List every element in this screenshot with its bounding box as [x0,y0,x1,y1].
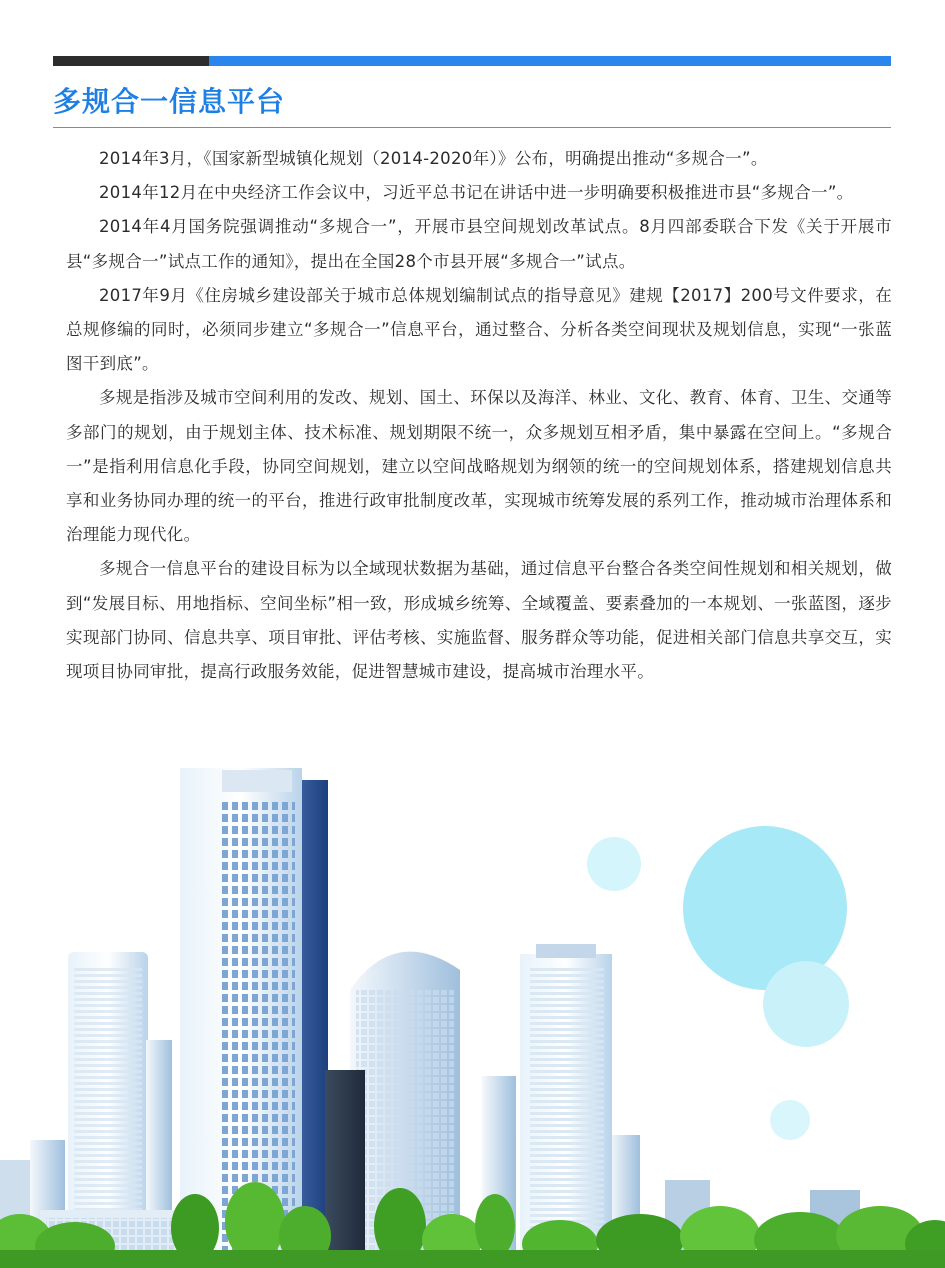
header-bar-dark-segment [53,56,209,66]
bubble-medium [763,961,849,1047]
paragraph: 2017年9月《住房城乡建设部关于城市总体规划编制试点的指导意见》建规【2017】200号文件要求，在总规修编的同时，必须同步建立“多规合一”信息平台，通过整合、分析各类空间现状及规划信息，实现“一张蓝图干到底”。 [66,285,892,374]
bubble-small-left [587,837,641,891]
bubble-tiny [770,1100,810,1140]
city-skyline-image [0,740,945,1268]
header-decor-bar [53,56,891,66]
building-dark [325,1070,365,1268]
paragraph: 多规合一信息平台的建设目标为以全域现状数据为基础，通过信息平台整合各类空间性规划和相关规划，做到“发展目标、用地指标、空间坐标”相一致，形成城乡统筹、全域覆盖、要素叠加的一本规划、一张蓝图，逐步实现部门协同、信息共享、项目审批、评估考核、实施监督、服务群众等功能，促进相关部门信息共享交互，实现项目协同审批，提高行政服务效能，促进智慧城市建设，提高城市治理水平。 [66,559,892,682]
article-body [66,142,892,689]
paragraph: 2014年3月，《国家新型城镇化规划（2014-2020年）》公布，明确提出推动“多规合一”。 [99,149,768,168]
paragraph: 多规是指涉及城市空间利用的发改、规划、国土、环保以及海洋、林业、文化、教育、体育、卫生、交通等多部门的规划，由于规划主体、技术标准、规划期限不统一，众多规划互相矛盾，集中暴露在空间上。“多规合一”是指利用信息化手段，协同空间规划，建立以空间战略规划为纲领的统一的空间规划体系，搭建规划信息共享和业务协同办理的统一的平台，推进行政审批制度改革，实现城市统筹发展的系列工作，推动城市治理体系和治理能力现代化。 [66,388,892,545]
city-skyline-illustration [0,740,945,1268]
paragraph: 2014年4月国务院强调推动“多规合一”，开展市县空间规划改革试点。8月四部委联合下发《关于开展市县“多规合一”试点工作的通知》，提出在全国28个市县开展“多规合一”试点。 [66,217,892,271]
tower-main-side [300,780,328,1268]
tower-right-top [536,944,596,958]
title-divider [53,127,891,128]
tower-main-top [222,770,292,792]
header-bar-blue-segment [209,56,891,66]
page-title: 多规合一信息平台 [53,85,286,118]
tower-right-windows [530,968,604,1258]
paragraph: 2014年12月在中央经济工作会议中，习近平总书记在讲话中进一步明确要积极推进市县“多规合一”。 [99,183,854,203]
